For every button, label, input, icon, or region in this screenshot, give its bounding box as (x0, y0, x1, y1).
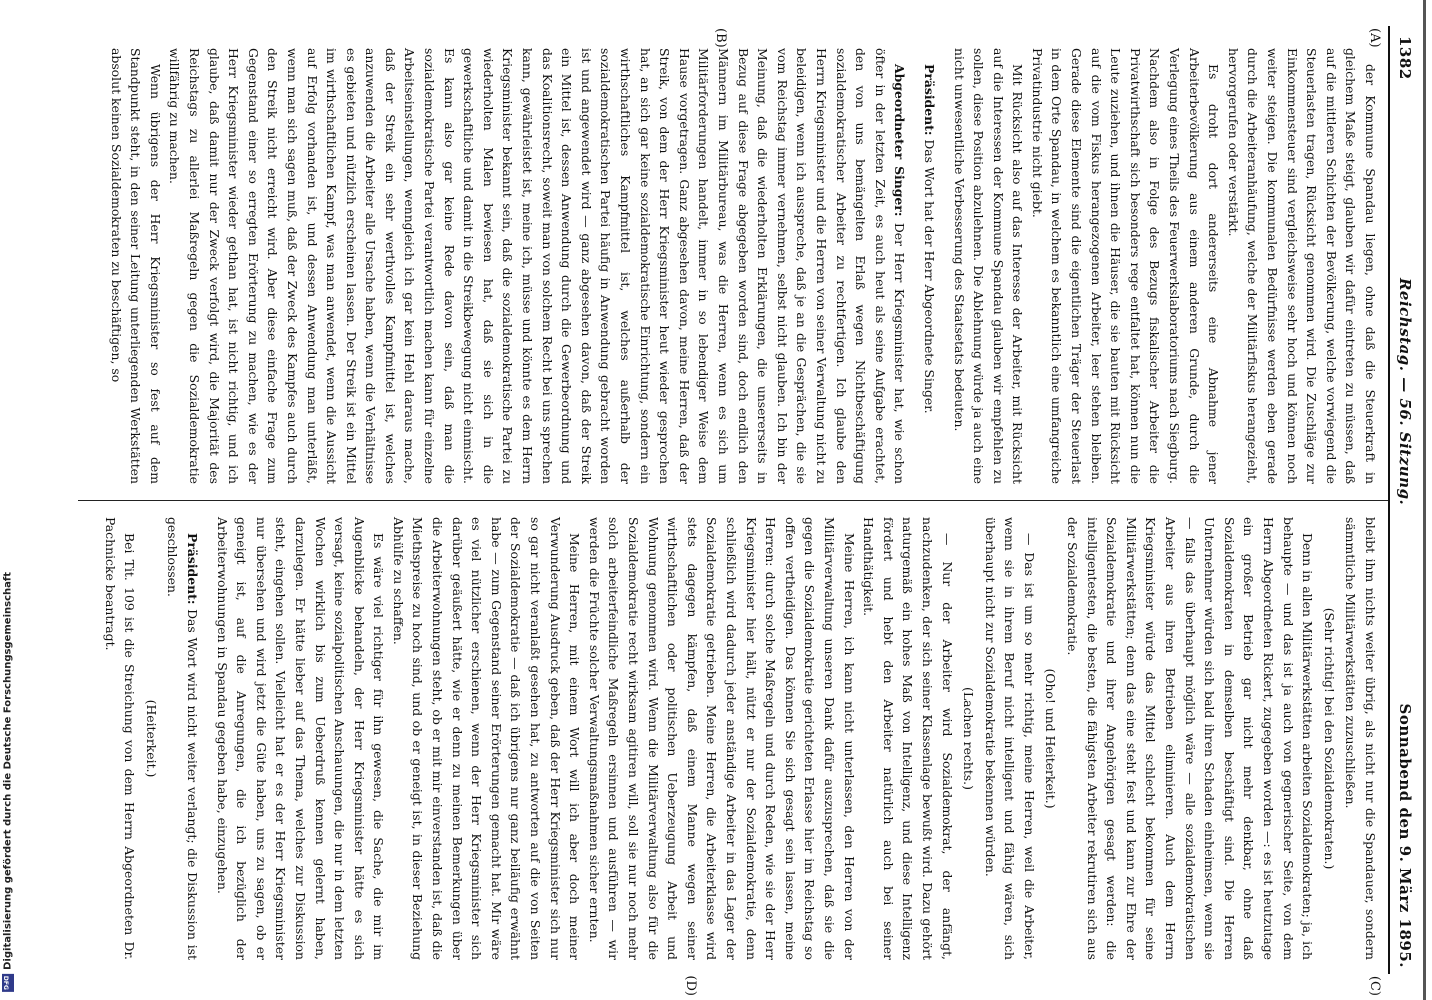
speech-text: Das Wort wird nicht weiter verlangt; die Diskussion ist geschlossen. (165, 517, 200, 960)
paragraph: bleibt ihm nichts weiter übrig, als nicht nur die Spandauer, sondern sämmtliche Militärwerkstätten zuzuschließen. (1343, 517, 1378, 960)
speech-text: Der Herr Kriegsminister hat, wie schon öfter in der letzten Zeit, es auch heut als seine Aufgabe erachtet, den von uns bemängelten Erlaß wegen Nichtbeschäftigung sozialdemokratischer Arbeiter zu rechtfertigen. Ich glaube den Herrn Kriegsminister und die Herren von seiner Verwaltung nicht zu beleidigen, wenn ich ausspreche, daß je an die Gesprächen, die sie vom Reichstag immer vernehmen, selbst nicht glauben. Ich bin der Meinung, daß die wiederholten Erklärungen, die unsererseits in Bezug auf diese Frage abgegeben worden sind, doch endlich den Männern im Militärbureau, was die Herren, wenn es sich um Militärforderungen handelt, immer in so lebendiger Weise dem Hause vorgetragen. Ganz abgesehen davon, meine Herren, daß der Streik, von dem der Herr Kriegsminister heut wieder gesprochen hat, an sich gar keine sozialdemokratische Einrichtung, sondern ein wirthschaftliches Kampfmittel ist, welches außerhalb der sozialdemokratischen Partei häufig in Anwendung gebracht worden ist und angewendet wird — ganz abgesehen davon, daß der Streik ein Mittel ist, dessen Anwendung durch die Gewerbeordnung und das Koalitionsrecht, soweit man von solchem Recht bei uns sprechen kann, gewährleistet ist, meine ich, müsse und könnte es dem Herrn Kriegsminister bekannt sein, daß die sozialdemokratische Partei zu wiederholten Malen bewiesen hat, daß sie sich in die gewerkschaftliche und damit in die Streikbewegung nicht einmischt. Es kann also gar keine Rede davon sein, daß man die sozialdemokratische Partei verantwortlich machen kann für einzelne Arbeitseinstellungen, wenngleich ich gar kein Hehl daraus mache, daß der Streik ein sehr werthvolles Kampfmittel ist, welches anzuwenden die Arbeiter alle Ursache haben, wenn die Verhältnisse es gebieten und nützlich erscheinen lassen. Der Streik ist ein Mittel im wirthschaftlichen Kampf, was man anwendet, wenn die Aussicht auf Erfolg vorhanden ist, und dessen Anwendung man unterläßt, wenn man sich sagen muß, daß der Zweck des Kampfes auch durch den Streik nicht erreicht wird. Aber diese einfache Frage zum Gegenstand einer so erregten Erörterung zu machen, wie es der Herr Kriegsminister wieder gethan hat, ist nicht richtig, und ich glaube, daß damit nur der Zweck verfolgt wird, die Majorität des Reichstags zu allerlei Maßregeln gegen die Sozialdemokratie willfährig zu machen. (167, 48, 908, 484)
paragraph: der Kommune Spandau liegen, ohne daß die Steuerkraft in gleichem Maße steigt, glauben wir dafür eintreten zu müssen, daß auf die mittleren Schichten der Bevölkerung, welche vorwiegend die Steuerlasten tragen, Rücksicht genommen wird. Die Zuschläge zur Einkommensteuer sind vergleichsweise sehr hoch und können noch weiter steigen. Die kommunalen Bedürfnisse werden eben gerade durch die Arbeiteranhäufung, welche der Militärfiskus herangezieht, hervorgerufen oder verstärkt. (1225, 48, 1378, 484)
interjection (204, 517, 210, 960)
speech-paragraph (919, 48, 939, 484)
page-edge (1423, 0, 1426, 1000)
paragraph: — Nur der Arbeiter wird Sozialdemokrat, der anfängt, nachzudenken, der sich seiner Klassenlage bewußt wird. Dazu gehört naturgemäß ein hohes Maß von Intelligenz, und diese Intelligenz fördert und hebt den Arbeiter natürlich auch bei seiner Handthätigkeit. (861, 517, 955, 960)
text-columns (78, 26, 1388, 996)
margin-letter-c: (C) (1367, 975, 1382, 996)
page-number: 1382 (1396, 36, 1414, 80)
digitization-credit (0, 0, 40, 1000)
interjection: (Sehr richtig! bei den Sozialdemokraten.) (1321, 607, 1337, 870)
speech-paragraph (165, 48, 910, 484)
speaker-name: Abgeordneter Singer: (892, 64, 908, 217)
paragraph: Mit Rücksicht also auf das Interesse der Arbeiter, mit Rücksicht auf die Interessen der Kommune Spandau glauben wir empfehlen zu sollen, diese Position abzulehnen. Die Ablehnung würde ja auch eine nicht unwesentliche Verbesserung des Staatsetats bedeuten. (951, 48, 1026, 484)
speaker-name: Präsident: (184, 533, 200, 605)
header-date: Sonnabend den 9. März 1895. (1396, 703, 1414, 968)
paragraph: Wenn übrigens der Herr Kriegsminister so fest auf dem Standpunkt steht, in den seiner Leitung unterliegenden Werkstätten absolut keinen Sozialdemokraten zu beschäftigen, so (108, 48, 163, 484)
header-title: Reichstag. — 56. Sitzung. (1396, 277, 1414, 506)
margin-letter-a: (A) (1367, 28, 1382, 48)
paragraph: Meine Herren, mit einem Wort will ich aber doch meiner Verwunderung Ausdruck geben, daß der Herr Kriegsminister sich nur so gar nicht veranlaßt gesehen hat, zu antworten auf die von Seiten der Sozialdemokratie — daß ich übrigens nur ganz beiläufig erwähnt habe — zum Gegenstand seiner Erörterungen gemacht hat. Mir wäre es viel nützlicher erschienen, wenn der Herr Kriegsminister sich darüber geäußert hätte, wie er denn zu meinen Bemerkungen über die Arbeiterwohnungen steht, ob er mit mir einverstanden ist, daß die Miethspreise zu hoch sind, und ob er geneigt ist, in dieser Beziehung Abhülfe zu schaffen. (390, 517, 583, 960)
paragraph: Es wäre viel richtiger für ihn gewesen, die Sache, die mir im Augenblicke behandeln, der Herr Kriegsminister hätte es sich versagt, keine sozialpolitischen Anschauungen, die nur in dem letzten Wochen wirklich bis zum Ueberdruß kennen gelernt haben, darzulegen. Er hätte lieber auf das Thema, welches zur Diskussion steht, eingehen sollen. Vielleicht hat er es der Herr Kriegsminister nur übersehen und wird jetzt die Güte haben, uns zu sagen, ob er geneigt ist, auf die Anregungen, die ich bezüglich der Arbeiterwohnungen in Spandau gegeben habe, einzugehen. (214, 517, 387, 960)
digitization-credit-text: Digitalisierung gefördert durch die Deutsche Forschungsgemeinschaft (2, 572, 14, 970)
interjection (911, 48, 917, 484)
paragraph: — Das ist um so mehr richtig, meine Herren, weil die Arbeiter, wenn sie in ihrem Beruf nicht intelligent und fähig wären, sich überhaupt nicht zur Sozialdemokratie bekennen würden. (982, 517, 1037, 960)
speech-paragraph (163, 517, 202, 960)
paragraph: Meine Herren, ich kann nicht unterlassen, den Herren von der Militärverwaltung unseren Dank dafür auszusprechen, daß sie die gegen die Sozialdemokratie gerichteten Erlasse hier im Reichstag so offen vertheidigen. Das können Sie sich gesagt sein lassen, meine Herren: durch solche Maßregeln und durch Reden, wie sie der Herr Kriegsminister hier hält, nützt er nur der Sozialdemokratie, denn schließlich wird dadurch jeder anständige Arbeiter in das Lager der Sozialdemokratie getrieben. Meine Herren, die Arbeiterklasse wird stets dagegen kämpfen, daß einem Manne wegen seiner wirthschaftlichen oder politischen Ueberzeugung Arbeit und Wohnung genommen wird. Wenn die Militärverwaltung also für die Sozialdemokratie recht wirksam agitiren will, soll sie nur noch mehr solch arbeiterfeindliche Maßregeln ersinnen und ausführen — wir werden die Früchte solcher Verwaltungsmaßnahmen sicher ernten. (586, 517, 857, 960)
right-column (78, 500, 1388, 974)
interjection: (Oho! und Heiterkeit.) (1043, 668, 1059, 809)
left-column (78, 26, 1388, 500)
paragraph: Es droht dort andererseits eine Abnahme jener Arbeiterbevölkerung aus einem anderen Grunde, durch die Verlegung eines Theils des Feuerwerkslaboratoriums nach Siegburg. Nachdem also in Folge des Bezugs fiskalischer Arbeiter die Privatwirthschaft sich besonders rege entfaltet hat, können nun die Leute zuziehen, und ihnen die Häuser, die sie bauten mit Rücksicht auf die vom Fiskus herangezogenen Arbeiter, leer stehen bleiben. Gerade diese Elemente sind die eigentlichen Träger der Steuerlast in dem Orte Spandau, in welchem es bekanntlich eine umfangreiche Privatindustrie nicht giebt. (1029, 48, 1222, 484)
interjection: (Heiterkeit.) (143, 699, 159, 778)
paragraph: Denn in allen Militärwerkstätten arbeiten Sozialdemokraten; ja, ich behaupte — und das ist ja auch von gegnerischer Seite, von dem Herrn Abgeordneten Rickert, zugegeben worden —: es ist heutzutage ein großer Betrieb gar nicht mehr denkbar, ohne daß Sozialdemokraten in demselben beschäftigt sind. Die Herren Unternehmer würden sich bald ihren Schaden einheimsen, wenn sie — falls das überhaupt möglich wäre — alle sozialdemokratischen Arbeiter aus ihren Betrieben eliminieren. Auch dem Herrn Kriegsminister würde das Mittel schlecht bekommen für seine Militärwerkstätten; denn das eine steht fest und kann zur Ehre der Sozialdemokratie und ihrer Angehörigen gesagt werden: die intelligentesten, die besten, die fähigsten Arbeiter rekrutiren sich aus der Sozialdemokratie. (1065, 517, 1316, 960)
dfg-logo: DFG (2, 974, 14, 992)
margin-letter-d: (D) (683, 975, 698, 996)
interjection: (Lachen rechts.) (961, 687, 977, 790)
page-header (1388, 26, 1418, 974)
speech-text: Das Wort hat der Herr Abgeordnete Singer. (921, 135, 937, 414)
speaker-name: Präsident: (921, 64, 937, 136)
paragraph: Bei Tit. 109 ist die Streichung von dem Herrn Abgeordneten Dr. Pachnicke beantragt. (102, 517, 138, 960)
interjection (941, 48, 947, 484)
margin-letter-b: (B) (713, 28, 728, 48)
